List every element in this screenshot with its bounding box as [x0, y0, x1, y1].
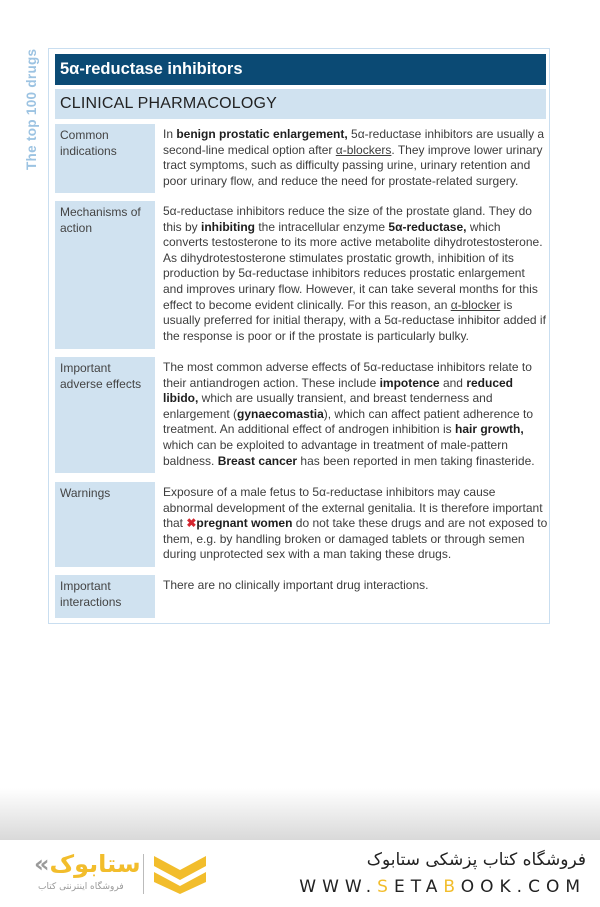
row-text: [163, 127, 548, 189]
running-header-side-label: The top 100 drugs: [24, 48, 39, 170]
text-segment: gynaecomastia: [237, 406, 324, 421]
row-common-indications: [55, 124, 546, 193]
text-segment: 5α-reductase,: [388, 219, 467, 234]
text-segment: is usually preferred for initial therapy, with a 5α-reductase inhibitor added if the response is poor or if the prostate is particularly bulky.: [163, 297, 546, 343]
text-segment: hair growth,: [454, 422, 524, 437]
text-segment: The most common adverse effects of 5α-reductase inhibitors relate to their antiandrogen action. These include: [163, 360, 532, 390]
double-chevron-icon: «: [34, 850, 50, 878]
row-label: Common indications: [55, 124, 155, 193]
brand-logo-text[interactable]: [34, 850, 141, 878]
text-segment: 5α-reductase inhibitors are usually a second-line medical option after: [163, 127, 545, 157]
url-part: WWW.: [299, 877, 378, 897]
text-segment: ), which can affect patient adherence to treatment. An additional effect of androgen inhibition is: [163, 406, 534, 437]
text-segment: has been reported in men taking finasteride.: [297, 453, 535, 468]
text-segment: which converts testosterone to its more active metabolite dihydrotestosterone. As dihydrotestosterone stimulates prostatic growth, inhibition of its production by 5α-reductase inhibitors reduces prostatic enlargement and improves urinary flow. However, it can take several months for this effect to become evident clinically. For this reason, an: [163, 219, 543, 312]
page-shadow: [0, 788, 600, 840]
publisher-footer: [0, 840, 600, 907]
row-warnings: [55, 482, 546, 567]
url-part: S: [377, 877, 394, 897]
row-interactions: [55, 575, 546, 618]
chevron-logo-icon: [152, 854, 208, 894]
url-part: OOK.COM: [460, 877, 586, 897]
text-segment: inhibiting: [201, 219, 255, 234]
logo-divider: [143, 854, 144, 894]
text-segment: the intracellular enzyme: [255, 219, 389, 234]
logo-wordmark: ستابوک: [49, 850, 141, 878]
row-adverse-effects: [55, 357, 546, 473]
logo-tagline: فروشگاه اینترنتی کتاب: [38, 882, 124, 892]
row-text: [163, 204, 548, 344]
row-text: [163, 485, 548, 563]
text-segment: 5α-reductase inhibitors reduce the size of the prostate gland. They do this by: [163, 204, 532, 234]
text-segment: benign prostatic enlargement,: [176, 127, 348, 141]
row-mechanisms-of-action: [55, 201, 546, 349]
store-name: فروشگاه کتاب پزشکی ستابوک: [366, 850, 586, 870]
warning-cross-icon: ✖: [186, 516, 197, 531]
store-url[interactable]: [299, 877, 586, 897]
url-part: B: [443, 877, 461, 897]
url-part: ETA: [393, 877, 444, 897]
text-segment: Breast cancer: [217, 453, 298, 468]
text-segment: and: [439, 375, 467, 390]
row-label: Mechanisms of action: [55, 201, 155, 349]
row-label: Important interactions: [55, 575, 155, 618]
row-text: [163, 360, 548, 469]
cross-reference-link[interactable]: α-blocker: [450, 297, 501, 312]
text-segment: . They improve lower urinary tract symptoms, such as difficulty passing urine, urinary retention and poor urinary flow, and reduce the need for prostate-related surgery.: [163, 142, 543, 188]
drug-class-title: 5α-reductase inhibitors: [55, 54, 546, 85]
section-heading: CLINICAL PHARMACOLOGY: [55, 89, 546, 119]
text-segment: which are usually transient, and breast tenderness and enlargement (: [163, 391, 493, 421]
cross-reference-link[interactable]: α-blockers: [335, 142, 392, 157]
text-segment: reduced libido,: [163, 375, 513, 406]
text-segment: which can be exploited to advantage in treatment of male-pattern baldness.: [163, 437, 508, 468]
text-segment: do not take these drugs and are not exposed to them, e.g. by handling broken or damaged tablets or through semen during unprotected sex with a man taking these drugs.: [163, 516, 548, 562]
text-segment: impotence: [379, 375, 440, 390]
row-label: Important adverse effects: [55, 357, 155, 473]
row-label: Warnings: [55, 482, 155, 567]
text-segment: pregnant women: [196, 516, 293, 531]
text-segment: There are no clinically important drug interactions.: [163, 578, 429, 592]
row-text: [163, 578, 548, 594]
text-segment: In: [163, 127, 177, 141]
text-segment: Exposure of a male fetus to 5α-reductase inhibitors may cause abnormal development of the external genitalia. It is therefore important that: [163, 485, 543, 531]
